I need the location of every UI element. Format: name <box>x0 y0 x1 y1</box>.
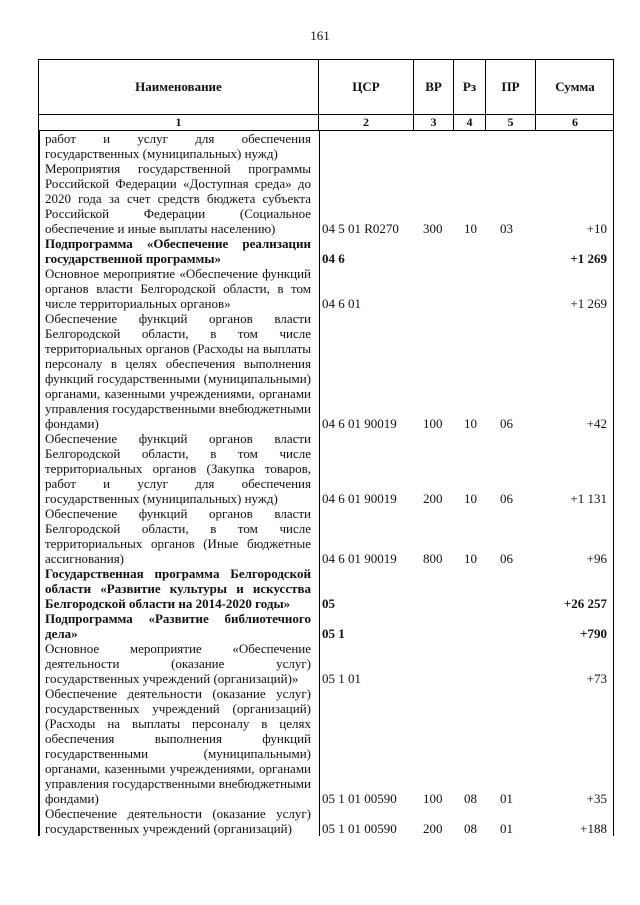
row-sum-cell: +188 <box>580 821 607 836</box>
row-pr-cell: 06 <box>500 551 513 566</box>
row-pr-cell: 01 <box>500 821 513 836</box>
row-sum-cell: +26 257 <box>563 596 607 611</box>
row-sum-cell: +1 269 <box>570 251 607 266</box>
table-row <box>39 431 613 506</box>
row-sum-cell: +1 269 <box>570 296 607 311</box>
row-sum-cell: +790 <box>580 626 607 641</box>
row-vr-cell: 300 <box>423 221 443 236</box>
row-rz-cell: 08 <box>464 821 477 836</box>
row-name-cell: Обеспечение деятельности (оказание услуг) государственных учреждений (организаций) (Расходы на выплаты персоналу в целях обеспечения выполнения функций государственными (муниципальными) органами, казенными учреждениями, органами управления государственными внебюджетными фондами) <box>45 686 311 806</box>
row-csr-cell: 05 1 01 00590 <box>322 791 397 806</box>
row-csr-cell: 05 1 01 00590 <box>322 821 397 836</box>
column-number: 2 <box>319 115 414 130</box>
header-sum: Сумма <box>555 79 595 94</box>
column-number: 5 <box>486 115 536 130</box>
row-csr-cell: 04 6 01 <box>322 296 361 311</box>
header-rz: Рз <box>454 60 486 114</box>
table-row <box>39 566 613 611</box>
page-number: 161 <box>310 28 330 43</box>
column-number: 4 <box>454 115 486 130</box>
row-name-cell: Обеспечение функций органов власти Белгородской области, в том числе территориальных органов (Закупка товаров, работ и услуг для обеспечения государственных (муниципальных) нужд) <box>45 431 311 506</box>
row-csr-cell: 04 6 01 90019 <box>322 551 397 566</box>
row-rz-cell: 10 <box>464 491 477 506</box>
header-vr: ВР <box>414 60 454 114</box>
row-name-cell: Мероприятия государственной программы Российской Федерации «Доступная среда» до 2020 года за счет средств бюджета субъекта Российской Федерации (Социальное обеспечение и иные выплаты населению) <box>45 161 311 236</box>
table-row <box>39 311 613 431</box>
row-sum-cell: +10 <box>586 221 607 236</box>
table-body <box>38 131 614 836</box>
row-name-cell: Государственная программа Белгородской области «Развитие культуры и искусства Белгородской области на 2014-2020 годы» <box>45 566 311 611</box>
table-header <box>38 59 614 114</box>
table-row <box>39 131 613 161</box>
row-csr-cell: 04 6 01 90019 <box>322 416 397 431</box>
row-sum-cell: +96 <box>586 551 607 566</box>
row-vr-cell: 200 <box>423 821 443 836</box>
table-row <box>39 611 613 641</box>
row-pr-cell: 06 <box>500 491 513 506</box>
row-sum-cell: +1 131 <box>570 491 607 506</box>
row-vr-cell: 200 <box>423 491 443 506</box>
row-pr-cell: 03 <box>500 221 513 236</box>
column-number: 3 <box>414 115 454 130</box>
table-row <box>39 161 613 236</box>
row-rz-cell: 10 <box>464 551 477 566</box>
column-number: 1 <box>39 115 319 130</box>
row-sum-cell: +35 <box>586 791 607 806</box>
row-sum-cell: +42 <box>586 416 607 431</box>
row-csr-cell: 05 <box>322 596 335 611</box>
budget-table <box>38 59 614 836</box>
header-name: Наименование <box>39 60 319 114</box>
row-rz-cell: 10 <box>464 221 477 236</box>
table-row <box>39 236 613 266</box>
header-csr: ЦСР <box>319 60 414 114</box>
row-vr-cell: 100 <box>423 791 443 806</box>
row-name-cell: Обеспечение функций органов власти Белгородской области, в том числе территориальных органов (Расходы на выплаты персоналу в целях обеспечения выполнения функций государственными (муниципальными) органами, казенными учреждениями, органами управления государственными внебюджетными фондами) <box>45 311 311 431</box>
row-name-cell: Подпрограмма «Развитие библиотечного дела» <box>45 611 311 641</box>
column-numbers-row <box>38 114 614 131</box>
row-name-cell: Подпрограмма «Обеспечение реализации государственной программы» <box>45 236 311 266</box>
row-pr-cell: 01 <box>500 791 513 806</box>
column-number: 6 <box>572 115 578 129</box>
row-name-cell: Основное мероприятие «Обеспечение деятельности (оказание услуг) государственных учреждений (организаций)» <box>45 641 311 686</box>
table-row <box>39 806 613 836</box>
table-row <box>39 266 613 311</box>
header-pr: ПР <box>486 60 536 114</box>
table-row <box>39 506 613 566</box>
row-name-cell: Обеспечение деятельности (оказание услуг) государственных учреждений (организаций) <box>45 806 311 836</box>
row-rz-cell: 08 <box>464 791 477 806</box>
row-csr-cell: 04 6 <box>322 251 345 266</box>
row-name-cell: Основное мероприятие «Обеспечение функций органов власти Белгородской области, в том числе территориальных органов» <box>45 266 311 311</box>
table-row <box>39 686 613 806</box>
row-vr-cell: 800 <box>423 551 443 566</box>
row-pr-cell: 06 <box>500 416 513 431</box>
row-csr-cell: 04 5 01 R0270 <box>322 221 399 236</box>
row-csr-cell: 04 6 01 90019 <box>322 491 397 506</box>
row-name-cell: Обеспечение функций органов власти Белгородской области, в том числе территориальных органов (Иные бюджетные ассигнования) <box>45 506 311 566</box>
row-name-cell: работ и услуг для обеспечения государственных (муниципальных) нужд) <box>45 131 311 161</box>
row-sum-cell: +73 <box>586 671 607 686</box>
row-csr-cell: 05 1 01 <box>322 671 361 686</box>
table-row <box>39 641 613 686</box>
row-vr-cell: 100 <box>423 416 443 431</box>
row-rz-cell: 10 <box>464 416 477 431</box>
row-csr-cell: 05 1 <box>322 626 345 641</box>
